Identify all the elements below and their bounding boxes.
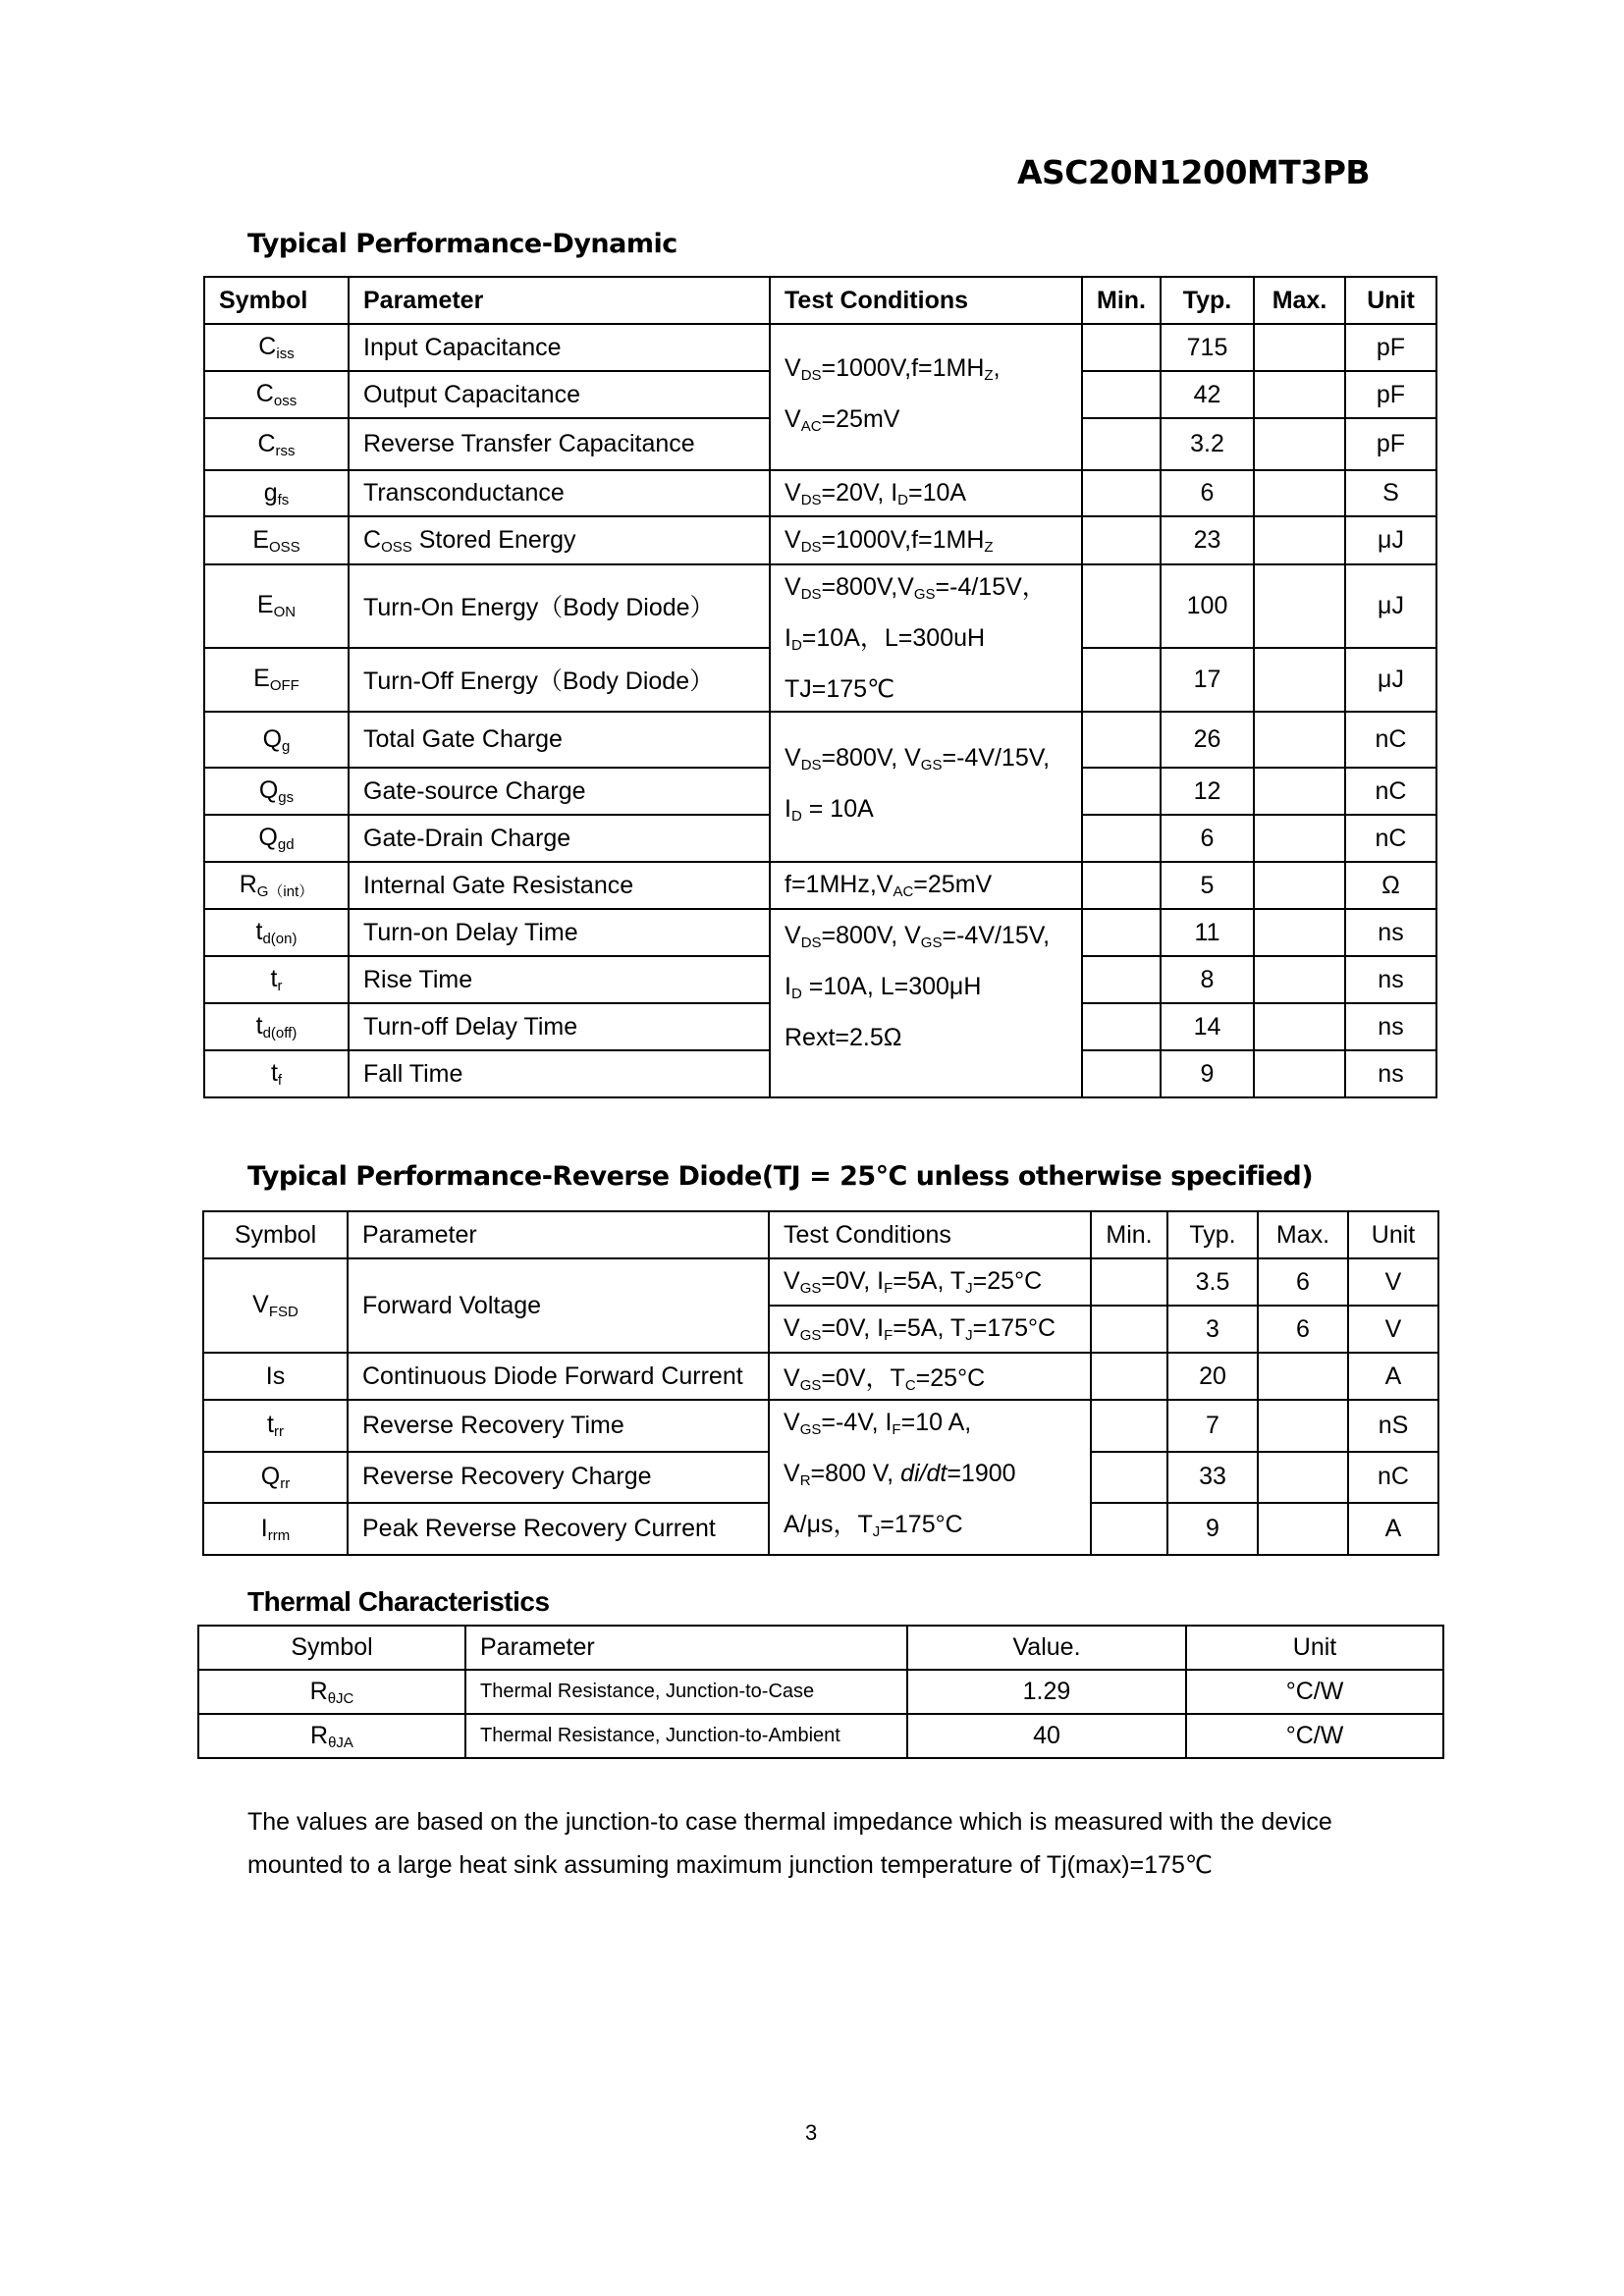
thermal-table xyxy=(197,1625,1444,1759)
min-cell xyxy=(1082,564,1161,648)
min-cell xyxy=(1082,862,1161,909)
min-cell xyxy=(1082,324,1161,371)
parameter-cell: Thermal Resistance, Junction-to-Case xyxy=(465,1670,907,1714)
unit-cell: ns xyxy=(1345,1050,1436,1097)
max-cell: 6 xyxy=(1258,1258,1348,1306)
min-cell xyxy=(1091,1353,1167,1400)
typ-cell: 6 xyxy=(1161,470,1254,516)
col-parameter-header: Parameter xyxy=(349,277,770,324)
typ-cell: 8 xyxy=(1161,956,1254,1003)
symbol-cell: $C_{rss}$ xyxy=(204,418,349,470)
max-cell xyxy=(1254,648,1345,712)
max-cell xyxy=(1254,909,1345,956)
parameter-cell: Output Capacitance xyxy=(349,371,770,418)
conditions-cell: $V_{GS}=0V$, $I_F=5A$, $T_J=25^\circ C$ xyxy=(769,1258,1091,1306)
table-row xyxy=(204,909,1436,956)
max-cell: 6 xyxy=(1258,1306,1348,1353)
unit-cell: °C/W xyxy=(1186,1714,1443,1758)
parameter-cell: Turn-Off Energy（Body Diode） xyxy=(349,648,770,712)
max-cell xyxy=(1254,956,1345,1003)
max-cell xyxy=(1254,862,1345,909)
col-symbol-header: Symbol xyxy=(204,277,349,324)
typ-cell: 3.5 xyxy=(1167,1258,1258,1306)
reverse-diode-table xyxy=(202,1210,1439,1556)
unit-cell: °C/W xyxy=(1186,1670,1443,1714)
typ-cell: 33 xyxy=(1167,1452,1258,1504)
col-conditions-header: Test Conditions xyxy=(770,277,1082,324)
col-unit-header: Unit xyxy=(1348,1211,1438,1258)
typ-cell: 5 xyxy=(1161,862,1254,909)
thermal-note xyxy=(247,1800,1426,1887)
col-parameter-header: Parameter xyxy=(348,1211,769,1258)
symbol-cell: $t_r$ xyxy=(204,956,349,1003)
col-typ-header: Typ. xyxy=(1161,277,1254,324)
conditions-cell: $f=1MHz,V_{AC}=25mV$ xyxy=(770,862,1082,909)
table-row xyxy=(203,1353,1438,1400)
typ-cell: 9 xyxy=(1161,1050,1254,1097)
max-cell xyxy=(1258,1452,1348,1504)
col-symbol-header: Symbol xyxy=(203,1211,348,1258)
dynamic-section-title: Typical Performance-Dynamic xyxy=(247,229,677,259)
unit-cell: S xyxy=(1345,470,1436,516)
min-cell xyxy=(1082,418,1161,470)
typ-cell: 17 xyxy=(1161,648,1254,712)
thermal-header-row xyxy=(198,1626,1443,1670)
part-number-title: ASC20N1200MT3PB xyxy=(1017,153,1371,191)
parameter-cell: Continuous Diode Forward Current xyxy=(348,1353,769,1400)
unit-cell: pF xyxy=(1345,418,1436,470)
symbol-cell: $E_{OFF}$ xyxy=(204,648,349,712)
parameter-cell: Rise Time xyxy=(349,956,770,1003)
unit-cell: V xyxy=(1348,1258,1438,1306)
unit-cell: nS xyxy=(1348,1400,1438,1452)
table-row xyxy=(198,1670,1443,1714)
col-min-header: Min. xyxy=(1091,1211,1167,1258)
min-cell xyxy=(1082,371,1161,418)
min-cell xyxy=(1082,956,1161,1003)
value-cell: 1.29 xyxy=(907,1670,1186,1714)
min-cell xyxy=(1091,1503,1167,1555)
parameter-cell: Gate-source Charge xyxy=(349,768,770,815)
unit-cell: ns xyxy=(1345,956,1436,1003)
unit-cell: nC xyxy=(1345,768,1436,815)
parameter-cell: Transconductance xyxy=(349,470,770,516)
dynamic-header-row xyxy=(204,277,1436,324)
max-cell xyxy=(1258,1503,1348,1555)
max-cell xyxy=(1254,815,1345,862)
unit-cell: pF xyxy=(1345,371,1436,418)
symbol-cell: $I_{rrm}$ xyxy=(203,1503,348,1555)
conditions-cell: $V_{DS}=800V,V_{GS}=-4/15V$， $I_D=10A$，L=300uH TJ=175℃ xyxy=(770,564,1082,712)
conditions-cell: $V_{DS}=1000V,f=1MH_Z$, $V_{AC}=25mV$ xyxy=(770,324,1082,470)
table-row xyxy=(204,516,1436,564)
min-cell xyxy=(1091,1306,1167,1353)
reverse-diode-section-title: Typical Performance-Reverse Diode(TJ = 25℃ unless otherwise specified) xyxy=(247,1161,1314,1192)
parameter-cell: Reverse Recovery Charge xyxy=(348,1452,769,1504)
table-row xyxy=(198,1714,1443,1758)
unit-cell: A xyxy=(1348,1503,1438,1555)
col-max-header: Max. xyxy=(1258,1211,1348,1258)
parameter-cell: Total Gate Charge xyxy=(349,712,770,768)
conditions-cell: $V_{DS}=1000V,f=1MH_Z$ xyxy=(770,516,1082,564)
col-value-header: Value. xyxy=(907,1626,1186,1670)
max-cell xyxy=(1258,1353,1348,1400)
parameter-cell: Fall Time xyxy=(349,1050,770,1097)
min-cell xyxy=(1082,470,1161,516)
parameter-cell: Turn-On Energy（Body Diode） xyxy=(349,564,770,648)
parameter-cell: Peak Reverse Recovery Current xyxy=(348,1503,769,1555)
symbol-cell: $R_{G(int)}$ xyxy=(204,862,349,909)
parameter-cell: Turn-off Delay Time xyxy=(349,1003,770,1050)
min-cell xyxy=(1082,1003,1161,1050)
symbol-cell: $C_{oss}$ xyxy=(204,371,349,418)
max-cell xyxy=(1254,324,1345,371)
typ-cell: 3 xyxy=(1167,1306,1258,1353)
typ-cell: 42 xyxy=(1161,371,1254,418)
typ-cell: 20 xyxy=(1167,1353,1258,1400)
symbol-cell: $V_{FSD}$ xyxy=(203,1258,348,1353)
reverse-header-row xyxy=(203,1211,1438,1258)
typ-cell: 26 xyxy=(1161,712,1254,768)
symbol-cell: $t_f$ xyxy=(204,1050,349,1097)
note-line-2: mounted to a large heat sink assuming maximum junction temperature of Tj(max)=175℃ xyxy=(247,1851,1213,1879)
min-cell xyxy=(1082,1050,1161,1097)
typ-cell: 6 xyxy=(1161,815,1254,862)
max-cell xyxy=(1254,516,1345,564)
table-row xyxy=(204,862,1436,909)
min-cell xyxy=(1082,768,1161,815)
symbol-cell: $E_{ON}$ xyxy=(204,564,349,648)
min-cell xyxy=(1082,815,1161,862)
col-min-header: Min. xyxy=(1082,277,1161,324)
typ-cell: 23 xyxy=(1161,516,1254,564)
symbol-cell: $R_{\theta JC}$ xyxy=(198,1670,465,1714)
min-cell xyxy=(1091,1452,1167,1504)
table-row xyxy=(203,1258,1438,1306)
max-cell xyxy=(1254,371,1345,418)
col-parameter-header: Parameter xyxy=(465,1626,907,1670)
min-cell xyxy=(1082,712,1161,768)
typ-cell: 7 xyxy=(1167,1400,1258,1452)
max-cell xyxy=(1254,418,1345,470)
typ-cell: 100 xyxy=(1161,564,1254,648)
conditions-cell: $V_{DS}=800V$, $V_{GS}=-4V/15V$, $I_D =10A$, L=300μH Rext=2.5Ω xyxy=(770,909,1082,1097)
table-row xyxy=(203,1400,1438,1452)
conditions-cell: $V_{GS}=0V$，$T_C=25^\circ C$ xyxy=(769,1353,1091,1400)
unit-cell: μJ xyxy=(1345,564,1436,648)
max-cell xyxy=(1258,1400,1348,1452)
symbol-cell: $t_{d(off)}$ xyxy=(204,1003,349,1050)
conditions-cell: $V_{GS}=-4V$, $I_F=10$ A, $V_R=800$ V, di/dt=1900 A/μs，$T_J=175^\circ C$ xyxy=(769,1400,1091,1555)
typ-cell: 715 xyxy=(1161,324,1254,371)
table-row xyxy=(204,564,1436,648)
parameter-cell: Gate-Drain Charge xyxy=(349,815,770,862)
unit-cell: nC xyxy=(1348,1452,1438,1504)
unit-cell: μJ xyxy=(1345,516,1436,564)
min-cell xyxy=(1082,648,1161,712)
col-typ-header: Typ. xyxy=(1167,1211,1258,1258)
min-cell xyxy=(1082,909,1161,956)
col-unit-header: Unit xyxy=(1345,277,1436,324)
dynamic-table xyxy=(203,276,1437,1098)
parameter-cell: Reverse Transfer Capacitance xyxy=(349,418,770,470)
max-cell xyxy=(1254,768,1345,815)
typ-cell: 3.2 xyxy=(1161,418,1254,470)
typ-cell: 14 xyxy=(1161,1003,1254,1050)
typ-cell: 9 xyxy=(1167,1503,1258,1555)
table-row xyxy=(204,712,1436,768)
unit-cell: Ω xyxy=(1345,862,1436,909)
col-max-header: Max. xyxy=(1254,277,1345,324)
max-cell xyxy=(1254,712,1345,768)
min-cell xyxy=(1091,1258,1167,1306)
col-symbol-header: Symbol xyxy=(198,1626,465,1670)
table-row xyxy=(204,324,1436,371)
page-number: 3 xyxy=(805,2120,818,2145)
note-line-1: The values are based on the junction-to case thermal impedance which is measured with the device xyxy=(247,1808,1332,1836)
symbol-cell: Is xyxy=(203,1353,348,1400)
unit-cell: pF xyxy=(1345,324,1436,371)
unit-cell: nC xyxy=(1345,815,1436,862)
parameter-cell: Input Capacitance xyxy=(349,324,770,371)
max-cell xyxy=(1254,1003,1345,1050)
value-cell: 40 xyxy=(907,1714,1186,1758)
symbol-cell: $E_{OSS}$ xyxy=(204,516,349,564)
max-cell xyxy=(1254,564,1345,648)
parameter-cell: Internal Gate Resistance xyxy=(349,862,770,909)
parameter-cell: $C_{OSS}$ Stored Energy xyxy=(349,516,770,564)
symbol-cell: $t_{d(on)}$ xyxy=(204,909,349,956)
symbol-cell: $Q_{gs}$ xyxy=(204,768,349,815)
min-cell xyxy=(1091,1400,1167,1452)
symbol-cell: $Q_{gd}$ xyxy=(204,815,349,862)
parameter-cell: Forward Voltage xyxy=(348,1258,769,1353)
table-row xyxy=(204,470,1436,516)
unit-cell: A xyxy=(1348,1353,1438,1400)
unit-cell: μJ xyxy=(1345,648,1436,712)
parameter-cell: Thermal Resistance, Junction-to-Ambient xyxy=(465,1714,907,1758)
unit-cell: ns xyxy=(1345,1003,1436,1050)
thermal-section-title: Thermal Characteristics xyxy=(247,1586,550,1617)
conditions-cell: $V_{DS}=800V$, $V_{GS}=-4V/15V$, $I_D = 10A$ xyxy=(770,712,1082,862)
col-conditions-header: Test Conditions xyxy=(769,1211,1091,1258)
unit-cell: ns xyxy=(1345,909,1436,956)
symbol-cell: $Q_{rr}$ xyxy=(203,1452,348,1504)
symbol-cell: $Q_g$ xyxy=(204,712,349,768)
parameter-cell: Turn-on Delay Time xyxy=(349,909,770,956)
conditions-cell: $V_{DS}=20V$, $I_D=10A$ xyxy=(770,470,1082,516)
max-cell xyxy=(1254,1050,1345,1097)
max-cell xyxy=(1254,470,1345,516)
parameter-cell: Reverse Recovery Time xyxy=(348,1400,769,1452)
unit-cell: V xyxy=(1348,1306,1438,1353)
typ-cell: 11 xyxy=(1161,909,1254,956)
symbol-cell: $g_{fs}$ xyxy=(204,470,349,516)
min-cell xyxy=(1082,516,1161,564)
unit-cell: nC xyxy=(1345,712,1436,768)
typ-cell: 12 xyxy=(1161,768,1254,815)
col-unit-header: Unit xyxy=(1186,1626,1443,1670)
symbol-cell: $t_{rr}$ xyxy=(203,1400,348,1452)
symbol-cell: $C_{iss}$ xyxy=(204,324,349,371)
symbol-cell: $R_{\theta JA}$ xyxy=(198,1714,465,1758)
conditions-cell: $V_{GS}=0V$, $I_F=5A$, $T_J=175^\circ C$ xyxy=(769,1306,1091,1353)
